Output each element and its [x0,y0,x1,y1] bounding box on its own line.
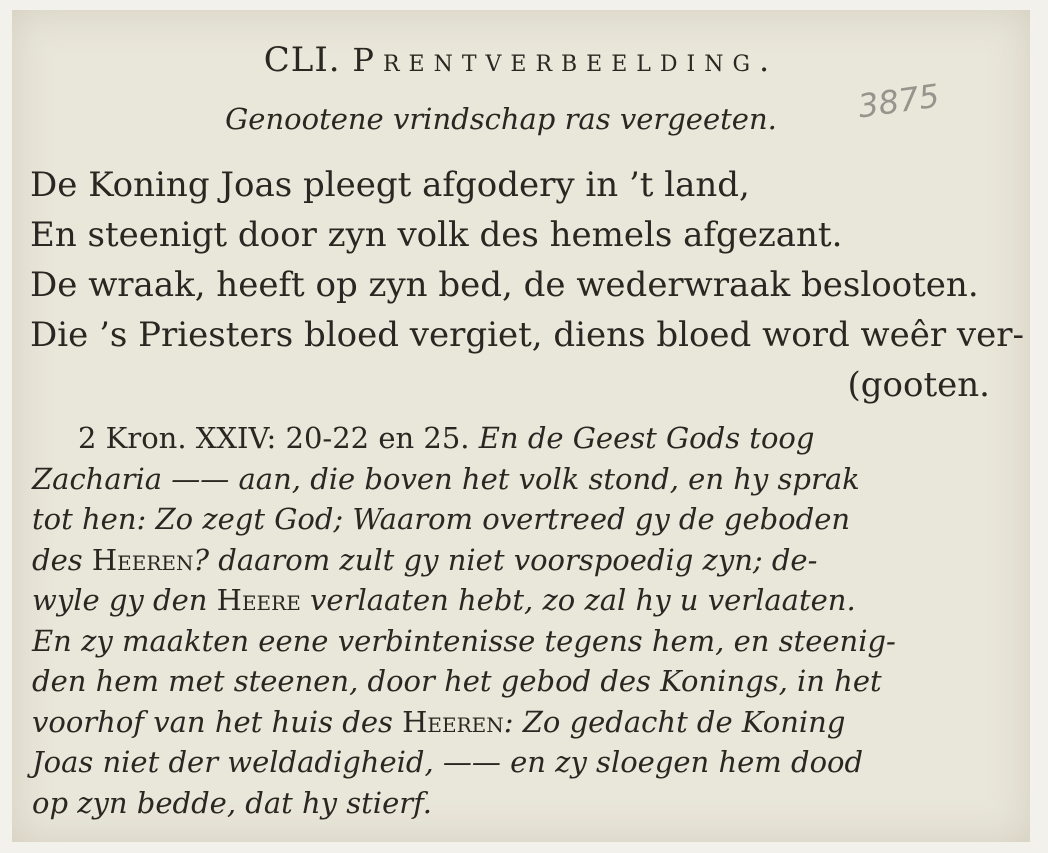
page-subtitle: Genootene vrindschap ras vergeeten. [225,102,777,136]
section-heading: Prentverbeelding. [352,41,779,79]
bible-reference: 2 Kron. XXIV: 20-22 en 25. [78,421,470,455]
commentary-line [32,702,1002,743]
commentary-text: des [32,542,92,577]
poem-line: Die ’s Priesters bloed vergiet, diens bloed word weêr ver- [30,315,1025,355]
commentary-text: voorhof van het huis des [32,704,403,739]
commentary-text: En de Geest Gods toog [478,421,815,455]
divine-name: Heere [216,583,301,617]
commentary-text: : Zo gedacht de Koning [503,704,846,739]
poem-line: De wraak, heeft op zyn bed, de wederwraak beslooten. [30,265,979,305]
commentary-line: op zyn bedde, dat hy stierf. [32,785,433,820]
page-title [12,40,1030,80]
handwritten-archive-number: 3875 [855,76,942,126]
poem [30,160,1025,410]
printed-page [12,10,1030,842]
commentary-text: ? daarom zult gy niet voorspoedig zyn; de- [193,542,818,577]
commentary-line: tot hen: Zo zegt God; Waarom overtreed gy de geboden [32,502,851,536]
commentary-line [32,418,1002,459]
divine-name: Heeren [402,704,504,739]
poem-line: (gooten. [847,365,990,405]
commentary-line [32,580,1002,621]
commentary-line [32,540,1002,581]
commentary-text: wyle gy den [32,583,217,617]
commentary-text: verlaaten hebt, zo zal hy u verlaaten. [300,583,856,617]
commentary-line: Joas niet der weldadigheid, —— en zy sloegen hem dood [32,745,864,779]
commentary-line: den hem met steenen, door het gebod des Konings, in het [32,664,882,698]
commentary-line: En zy maakten eene verbintenisse tegens hem, en steenig- [32,623,896,658]
poem-line: En steenigt door zyn volk des hemels afgezant. [30,215,843,255]
poem-line: De Koning Joas pleegt afgodery in ’t land, [30,165,750,205]
divine-name: Heeren [91,542,194,577]
commentary-line: Zacharia —— aan, die boven het volk stond, en hy sprak [32,461,860,496]
section-number: CLI. [263,40,341,80]
commentary [32,418,1002,823]
